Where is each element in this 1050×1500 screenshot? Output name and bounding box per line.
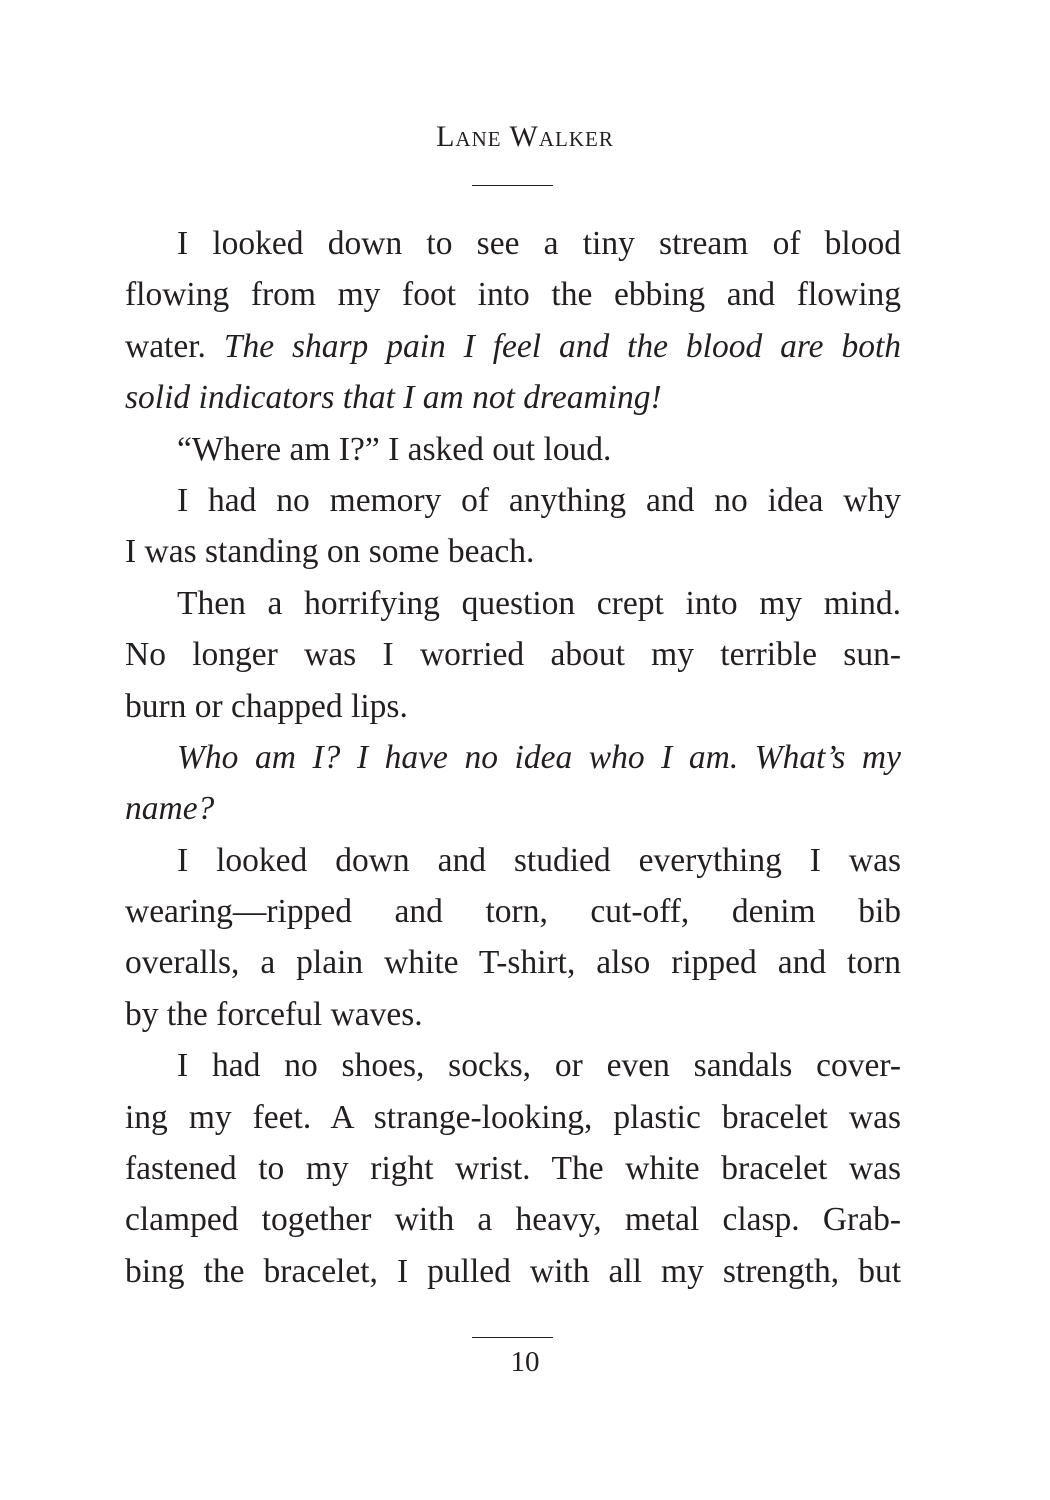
italic-text: Who am I? I have no idea who I am. What’s my bbox=[177, 738, 901, 776]
text-line bbox=[125, 578, 901, 629]
text-segment: I looked down to see a tiny stream of blood bbox=[177, 225, 901, 262]
text-line bbox=[125, 372, 901, 423]
text-line bbox=[125, 1194, 901, 1245]
text-segment: fastened to my right wrist. The white bracelet was bbox=[125, 1150, 901, 1188]
text-line bbox=[125, 321, 901, 372]
text-segment: burn or chapped lips. bbox=[125, 687, 408, 725]
text-segment: “Where am I?” I asked out loud. bbox=[177, 430, 612, 468]
text-segment: clamped together with a heavy, metal clasp. Grab- bbox=[125, 1201, 901, 1239]
text-line bbox=[125, 629, 901, 680]
text-segment: flowing from my foot into the ebbing and flowing bbox=[125, 276, 901, 314]
text-line bbox=[125, 424, 901, 475]
text-segment: Then a horrifying question crept into my mind. bbox=[177, 584, 901, 622]
text-line bbox=[125, 526, 901, 577]
text-segment: water. bbox=[125, 327, 224, 365]
text-line bbox=[125, 269, 901, 320]
page-number: 10 bbox=[510, 1346, 540, 1378]
text-segment: I was standing on some beach. bbox=[125, 533, 535, 571]
text-line bbox=[125, 1092, 901, 1143]
text-segment: bing the bracelet, I pulled with all my strength, but bbox=[125, 1252, 901, 1290]
text-segment: No longer was I worried about my terrible sun- bbox=[125, 636, 901, 674]
italic-text: name? bbox=[125, 790, 215, 828]
text-segment: I had no shoes, socks, or even sandals cover- bbox=[177, 1047, 901, 1085]
text-segment: I had no memory of anything and no idea why bbox=[177, 481, 901, 519]
text-line bbox=[125, 886, 901, 937]
footer-rule bbox=[472, 1337, 553, 1338]
text-line bbox=[125, 989, 901, 1040]
text-line bbox=[125, 732, 901, 783]
text-line bbox=[125, 937, 901, 988]
text-segment: wearing—ripped and torn, cut-off, denim bib bbox=[125, 893, 901, 931]
italic-text: The sharp pain I feel and the blood are both bbox=[223, 327, 902, 365]
text-line bbox=[125, 783, 901, 834]
text-segment: by the forceful waves. bbox=[125, 995, 423, 1033]
text-segment: I looked down and studied everything I was bbox=[177, 841, 901, 879]
header-rule bbox=[472, 185, 553, 186]
text-line bbox=[125, 475, 901, 526]
text-segment: ing my feet. A strange-looking, plastic bracelet was bbox=[125, 1098, 901, 1136]
text-line bbox=[125, 835, 901, 886]
text-line bbox=[125, 1040, 901, 1091]
text-segment: overalls, a plain white T-shirt, also ripped and torn bbox=[125, 944, 901, 982]
text-line bbox=[125, 1143, 901, 1194]
italic-text: solid indicators that I am not dreaming! bbox=[125, 379, 662, 417]
running-head: Lane Walker bbox=[436, 120, 614, 153]
body-text bbox=[125, 218, 901, 1297]
text-line bbox=[125, 218, 901, 269]
text-line bbox=[125, 1246, 901, 1297]
text-line bbox=[125, 681, 901, 732]
